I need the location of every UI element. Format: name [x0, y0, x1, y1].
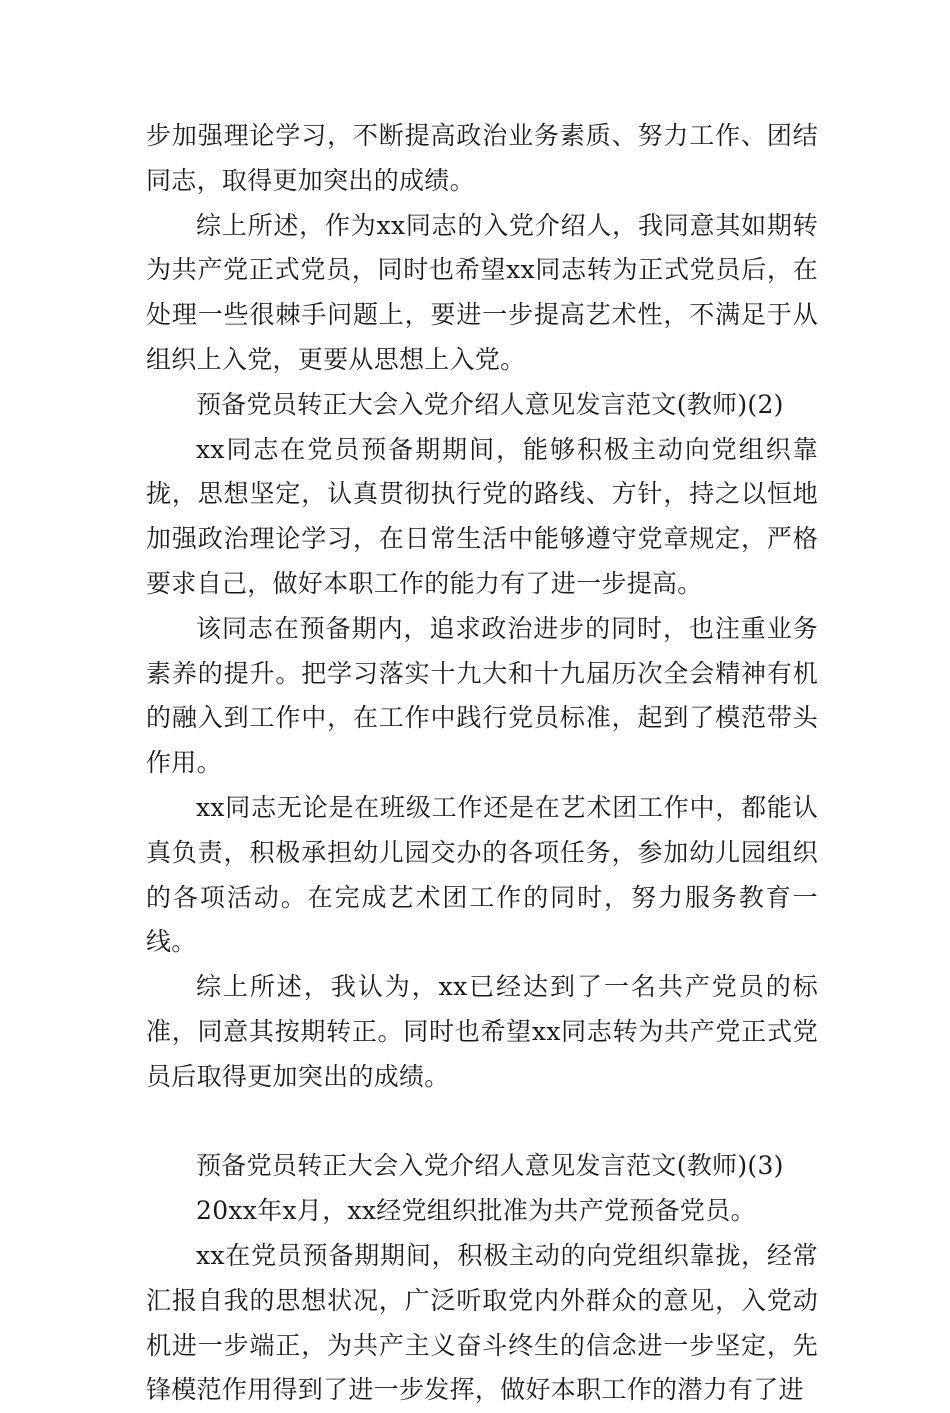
paragraph-continuation: 步加强理论学习，不断提高政治业务素质、努力工作、团结同志，取得更加突出的成绩。: [146, 121, 818, 195]
paragraph-probation-summary: xx在党员预备期期间，积极主动的向党组织靠拢，经常汇报自我的思想状况，广泛听取党内外群众的意见，入党动机进一步端正，为共产主义奋斗终生的信念进一步坚定，先锋模范作用得到了进一步发挥，做好本职工作的潜力有了进: [146, 1240, 818, 1405]
paragraph-probation-performance: xx同志在党员预备期期间，能够积极主动向党组织靠拢，思想坚定，认真贯彻执行党的路线、方针，持之以恒地加强政治理论学习，在日常生活中能够遵守党章规定，严格要求自己，做好本职工作的能力有了进一步提高。: [146, 434, 818, 598]
paragraph-professional-growth: 该同志在预备期内，追求政治进步的同时，也注重业务素养的提升。把学习落实十九大和十九届历次全会精神有机的融入到工作中，在工作中践行党员标准，起到了模范带头作用。: [146, 613, 818, 778]
paragraph-work-attitude: xx同志无论是在班级工作还是在艺术团工作中，都能认真负责，积极承担幼儿园交办的各项任务，参加幼儿园组织的各项活动。在完成艺术团工作的同时，努力服务教育一线。: [146, 792, 818, 957]
section-heading-3: 预备党员转正大会入党介绍人意见发言范文(教师)(3): [196, 1151, 784, 1181]
paragraph-summary-2: 综上所述，我认为，xx已经达到了一名共产党员的标准，同意其按期转正。同时也希望xx同志转为共产党正式党员后取得更加突出的成绩。: [146, 972, 818, 1091]
document-body: [146, 114, 818, 1413]
section-spacer: [146, 1100, 818, 1145]
paragraph-summary-1: 综上所述，作为xx同志的入党介绍人，我同意其如期转为共产党正式党员，同时也希望xx同志转为正式党员后，在处理一些很棘手问题上，要进一步提高艺术性，不满足于从组织上入党，更要从思想上入党。: [146, 210, 818, 374]
section-heading-2: 预备党员转正大会入党介绍人意见发言范文(教师)(2): [196, 389, 784, 419]
paragraph-approval-date: 20xx年x月，xx经党组织批准为共产党预备党员。: [196, 1196, 756, 1226]
